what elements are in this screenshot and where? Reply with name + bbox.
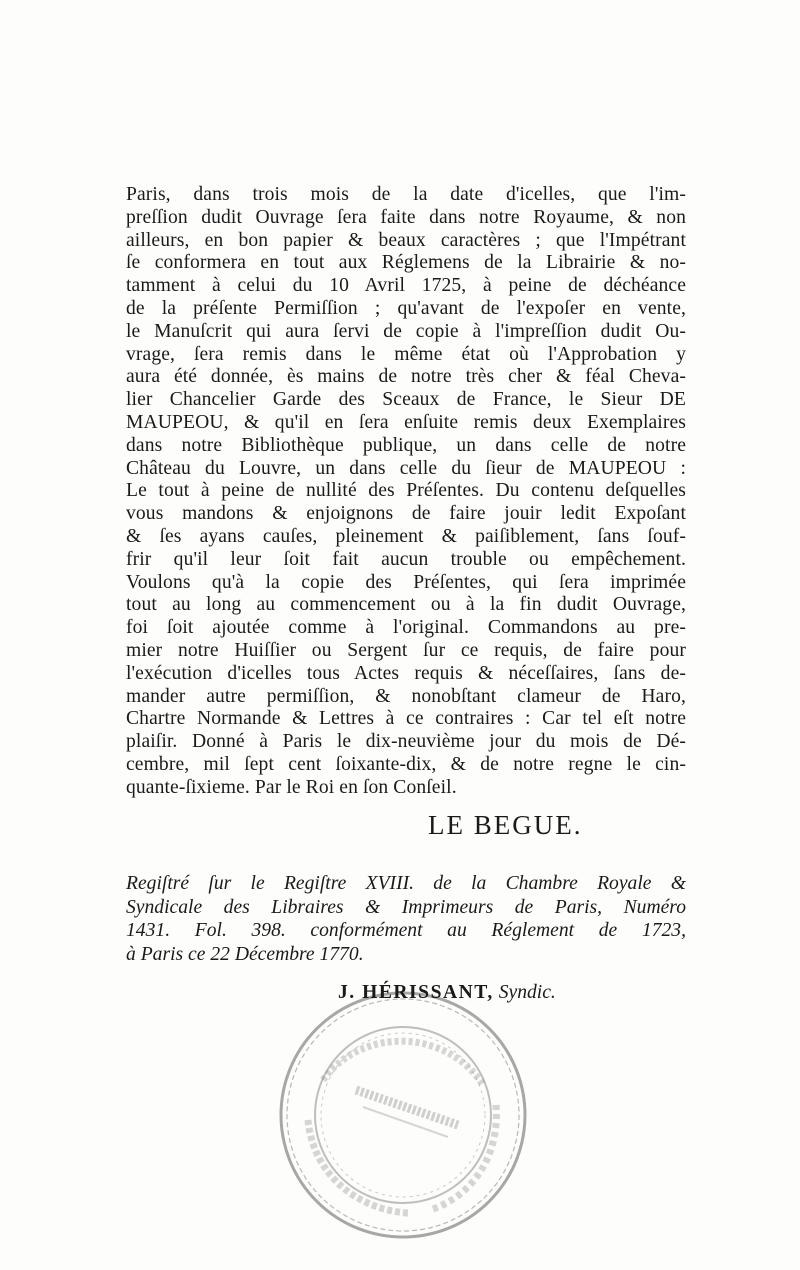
text-line: Château du Louvre, un dans celle du ſieur de MAUPEOU : [126,457,686,479]
privilege-text [126,184,686,800]
syndic-title: Syndic. [498,982,556,1003]
text-line: preſſion dudit Ouvrage ſera faite dans notre Royaume, & non [126,206,686,228]
text-line: quante-ſixieme. Par le Roi en ſon Conſeil. [126,776,457,798]
text-line: cembre, mil ſept cent ſoixante-dix, & de notre regne le cin- [126,753,686,775]
text-line: aura été donnée, ès mains de notre très cher & féal Cheva- [126,366,686,388]
text-line: vrage, ſera remis dans le même état où l'Approbation y [126,343,686,365]
text-line: mander autre permiſſion, & nonobſtant clameur de Haro, [126,685,686,707]
registration-line: Syndicale des Libraires & Imprimeurs de Paris, Numéro [126,896,686,918]
registration-line: Regiſtré ſur le Regiſtre XVIII. de la Chambre Royale & [126,873,686,894]
registration-line: à Paris ce 22 Décembre 1770. [126,943,364,965]
text-line: & ſes ayans cauſes, pleinement & paiſiblement, ſans ſouf- [126,525,686,547]
text-line: foi ſoit ajoutée comme à l'original. Commandons au pre- [126,617,686,639]
text-line: lier Chancelier Garde des Sceaux de France, le Sieur DE [126,389,686,411]
text-line: frir qu'il leur ſoit fait aucun trouble ou empêchement. [126,548,686,570]
syndic-signature [338,982,556,1004]
registration-note [126,872,686,966]
text-line: vous mandons & enjoignons de faire jouir ledit Expoſant [126,503,686,525]
library-stamp-icon [268,985,538,1245]
text-line: dans notre Bibliothèque publique, un dans celle de notre [126,434,686,456]
text-line: MAUPEOU, & qu'il en ſera enſuite remis deux Exemplaires [126,411,686,433]
text-line: de la préſente Permiſſion ; qu'avant de l'expoſer en vente, [126,297,686,319]
text-line: le Manuſcrit qui aura ſervi de copie à l'impreſſion dudit Ou- [126,320,686,342]
text-line: tamment à celui du 10 Avril 1725, à peine de déchéance [126,275,686,297]
registration-line: 1431. Fol. 398. conformément au Réglement de 1723, [126,920,686,941]
text-line: Chartre Normande & Lettres à ce contraires : Car tel eſt notre [126,708,686,730]
text-line: tout au long au commencement ou à la fin dudit Ouvrage, [126,594,686,616]
text-line: mier notre Huiſſier ou Sergent ſur ce requis, de faire pour [126,639,686,661]
text-line: Voulons qu'à la copie des Préſentes, qui ſera imprimée [126,571,686,593]
syndic-name: J. HÉRISSANT, [338,982,494,1003]
text-line: plaiſir. Donné à Paris le dix-neuvième jour du mois de Dé- [126,731,686,753]
text-line: Paris, dans trois mois de la date d'icelles, que l'im- [126,184,686,205]
text-line: Le tout à peine de nullité des Préſentes. Du contenu deſquelles [126,480,686,502]
text-line: l'exécution d'icelles tous Actes requis & néceſſaires, ſans de- [126,662,686,684]
signature-le-begue: LE BEGUE. [428,810,583,840]
text-line: ſe conformera en tout aux Réglemens de la Librairie & no- [126,252,686,274]
text-line: ailleurs, en bon papier & beaux caractères ; que l'Impétrant [126,229,686,251]
